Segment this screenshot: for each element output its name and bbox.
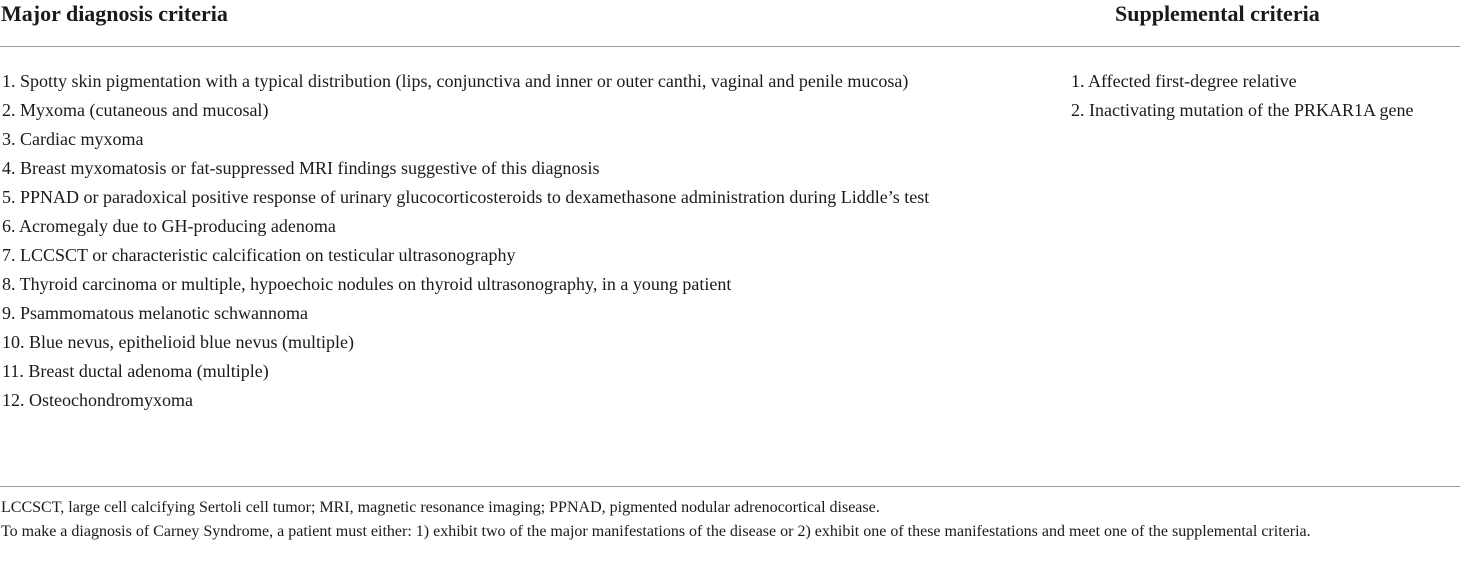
supplemental-criterion-2: 2. Inactivating mutation of the PRKAR1A gene — [1071, 100, 1414, 120]
major-criteria-header: Major diagnosis criteria — [1, 1, 228, 26]
major-criterion-2: 2. Myxoma (cutaneous and mucosal) — [2, 100, 269, 120]
major-criterion-8: 8. Thyroid carcinoma or multiple, hypoechoic nodules on thyroid ultrasonography, in a young patient — [2, 274, 732, 294]
major-criterion-4: 4. Breast myxomatosis or fat-suppressed MRI findings suggestive of this diagnosis — [2, 158, 600, 178]
major-criterion-1: 1. Spotty skin pigmentation with a typical distribution (lips, conjunctiva and inner or outer canthi, vaginal and penile mucosa) — [2, 71, 909, 91]
table-footnotes — [1, 496, 1459, 544]
major-criterion-7: 7. LCCSCT or characteristic calcification on testicular ultrasonography — [2, 245, 516, 265]
abbreviations-footnote: LCCSCT, large cell calcifying Sertoli cell tumor; MRI, magnetic resonance imaging; PPNAD, pigmented nodular adrenocortical disease. — [1, 499, 880, 516]
major-criteria-list — [2, 67, 1012, 415]
major-criterion-10: 10. Blue nevus, epithelioid blue nevus (multiple) — [2, 332, 354, 352]
major-criterion-3: 3. Cardiac myxoma — [2, 129, 144, 149]
supplemental-criteria-list — [1071, 67, 1451, 125]
major-criterion-5: 5. PPNAD or paradoxical positive response of urinary glucocorticosteroids to dexamethasone administration during Liddle’s test — [2, 187, 930, 207]
supplemental-criterion-1: 1. Affected first-degree relative — [1071, 71, 1297, 91]
major-criterion-12: 12. Osteochondromyxoma — [2, 390, 193, 410]
table-header-row — [0, 0, 1460, 47]
diagnosis-rule-footnote: To make a diagnosis of Carney Syndrome, a patient must either: 1) exhibit two of the major manifestations of the disease or 2) exhibit one of these manifestations and meet one of the supplemental criteria. — [1, 523, 1311, 540]
major-criterion-6: 6. Acromegaly due to GH-producing adenoma — [2, 216, 336, 236]
major-criterion-9: 9. Psammomatous melanotic schwannoma — [2, 303, 308, 323]
major-criterion-11: 11. Breast ductal adenoma (multiple) — [2, 361, 269, 381]
table-body-row — [0, 47, 1460, 487]
supplemental-criteria-header: Supplemental criteria — [1115, 1, 1320, 26]
